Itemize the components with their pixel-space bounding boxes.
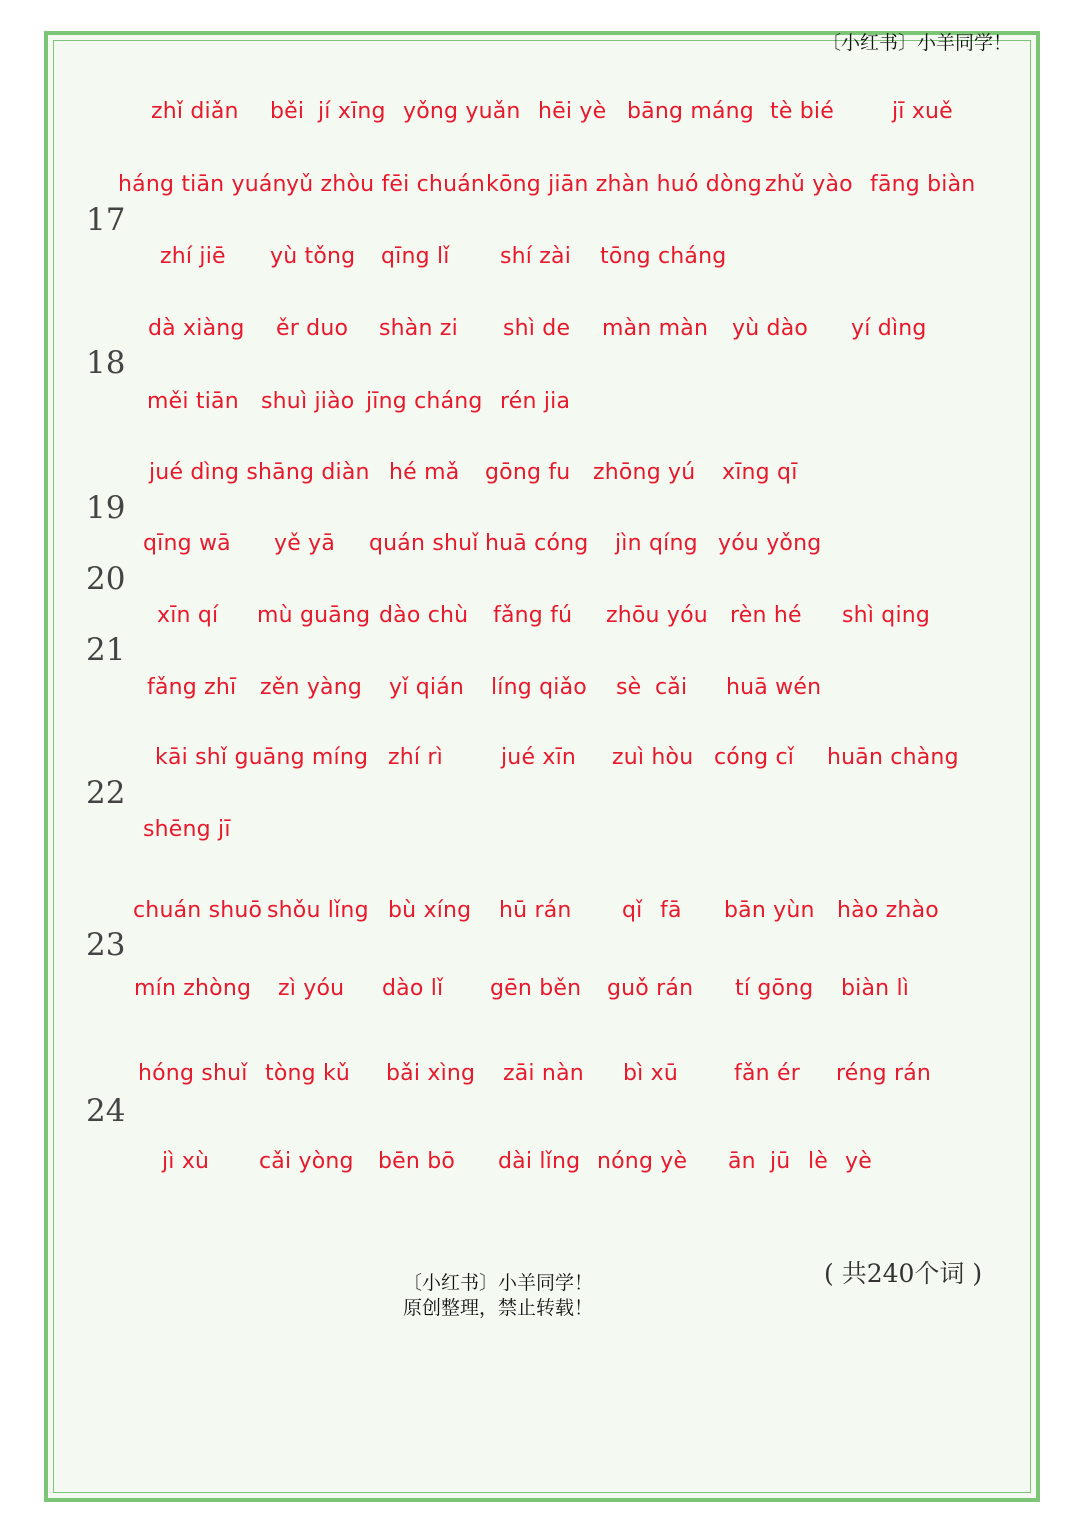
- pinyin-word: jū: [770, 1149, 791, 1174]
- pinyin-word: shàn zi: [379, 316, 458, 341]
- pinyin-word: běi: [270, 99, 305, 124]
- pinyin-word: huā cóng: [485, 531, 589, 556]
- pinyin-word: zhí rì: [388, 745, 443, 770]
- pinyin-word: dào chù: [379, 603, 469, 628]
- footer-watermark: 〔小红书〕小羊同学！: [403, 1272, 594, 1294]
- pinyin-word: měi tiān: [147, 389, 239, 414]
- pinyin-word: zhǐ diǎn: [151, 99, 239, 124]
- pinyin-word: yóu yǒng: [718, 531, 822, 556]
- pinyin-word: qǐ: [622, 898, 643, 923]
- pinyin-word: cǎi: [655, 675, 688, 700]
- pinyin-word: tí gōng: [735, 976, 814, 1001]
- pinyin-word: jīng cháng: [366, 389, 483, 414]
- lesson-number: 17: [86, 202, 126, 238]
- lesson-number: 19: [86, 490, 126, 526]
- pinyin-word: zhí jiē: [160, 244, 226, 269]
- pinyin-word: huā wén: [726, 675, 822, 700]
- lesson-number: 20: [86, 561, 126, 597]
- pinyin-word: ěr duo: [276, 316, 349, 341]
- pinyin-word: kōng jiān zhàn huó dòng: [486, 172, 762, 197]
- pinyin-word: tòng kǔ: [265, 1061, 351, 1086]
- pinyin-word: shì de: [503, 316, 571, 341]
- pinyin-word: zāi nàn: [503, 1061, 584, 1086]
- pinyin-word: zhōu yóu: [606, 603, 708, 628]
- pinyin-word: shì qing: [842, 603, 931, 628]
- pinyin-word: huān chàng: [827, 745, 959, 770]
- pinyin-word: bān yùn: [724, 898, 815, 923]
- pinyin-word: dà xiàng: [148, 316, 245, 341]
- pinyin-word: nóng yè: [597, 1149, 688, 1174]
- pinyin-word: fāng biàn: [870, 172, 976, 197]
- lesson-number: 23: [86, 927, 126, 963]
- pinyin-word: hé mǎ: [389, 460, 460, 485]
- footer-copyright-notice: 原创整理，禁止转载！: [403, 1297, 594, 1319]
- pinyin-word: yù dào: [732, 316, 809, 341]
- pinyin-word: chuán shuō: [133, 898, 263, 923]
- pinyin-word: fǎng zhī: [147, 675, 237, 700]
- pinyin-word: qīng wā: [143, 531, 231, 556]
- pinyin-word: hóng shuǐ: [138, 1061, 248, 1086]
- pinyin-word: quán shuǐ: [369, 531, 479, 556]
- pinyin-word: jué xīn: [501, 745, 577, 770]
- pinyin-word: xīng qī: [722, 460, 798, 485]
- pinyin-word: ān: [728, 1149, 756, 1174]
- pinyin-word: háng tiān yuán: [118, 172, 287, 197]
- pinyin-word: zhōng yú: [593, 460, 696, 485]
- pinyin-word: bù xíng: [388, 898, 472, 923]
- pinyin-word: bēn bō: [378, 1149, 456, 1174]
- pinyin-word: zì yóu: [278, 976, 345, 1001]
- pinyin-word: yǔ zhòu fēi chuán: [286, 172, 486, 197]
- pinyin-word: zhǔ yào: [765, 172, 853, 197]
- lesson-number: 21: [86, 632, 126, 668]
- pinyin-word: mù guāng: [257, 603, 371, 628]
- pinyin-word: shēng jī: [143, 817, 231, 842]
- pinyin-word: mín zhòng: [134, 976, 252, 1001]
- pinyin-word: kāi shǐ guāng míng: [155, 745, 369, 770]
- pinyin-word: réng rán: [836, 1061, 932, 1086]
- pinyin-word: yí dìng: [851, 316, 927, 341]
- pinyin-word: hēi yè: [538, 99, 607, 124]
- pinyin-word: fǎn ér: [734, 1061, 800, 1086]
- pinyin-word: zěn yàng: [260, 675, 363, 700]
- pinyin-word: sè: [616, 675, 642, 700]
- word-count-note: ( 共240个词 ): [824, 1259, 983, 1288]
- pinyin-word: shuì jiào: [261, 389, 355, 414]
- pinyin-word: yù tǒng: [270, 244, 356, 269]
- pinyin-word: yě yā: [274, 531, 336, 556]
- pinyin-word: fā: [660, 898, 682, 923]
- pinyin-word: hào zhào: [837, 898, 939, 923]
- pinyin-word: shí zài: [500, 244, 572, 269]
- pinyin-word: yè: [845, 1149, 872, 1174]
- pinyin-word: qīng lǐ: [381, 244, 450, 269]
- pinyin-word: jì xù: [162, 1149, 210, 1174]
- pinyin-word: cǎi yòng: [259, 1149, 354, 1174]
- lesson-number: 18: [86, 345, 126, 381]
- pinyin-word: yǐ qián: [389, 675, 465, 700]
- lesson-number: 24: [86, 1093, 126, 1129]
- pinyin-word: dào lǐ: [382, 976, 444, 1001]
- pinyin-word: biàn lì: [841, 976, 910, 1001]
- pinyin-word: xīn qí: [157, 603, 219, 628]
- header-watermark: 〔小红书〕小羊同学！: [822, 32, 1013, 54]
- pinyin-word: bì xū: [623, 1061, 679, 1086]
- pinyin-word: shǒu lǐng: [267, 898, 369, 923]
- pinyin-word: tōng cháng: [600, 244, 727, 269]
- lesson-number: 22: [86, 775, 126, 811]
- pinyin-word: lè: [808, 1149, 829, 1174]
- pinyin-word: guǒ rán: [607, 976, 694, 1001]
- pinyin-word: jí xīng: [318, 99, 386, 124]
- pinyin-word: bāng máng: [627, 99, 754, 124]
- pinyin-word: jī xuě: [892, 99, 953, 124]
- pinyin-word: tè bié: [770, 99, 834, 124]
- pinyin-word: cóng cǐ: [714, 745, 795, 770]
- pinyin-word: jìn qíng: [615, 531, 698, 556]
- pinyin-word: bǎi xìng: [386, 1061, 476, 1086]
- pinyin-word: yǒng yuǎn: [403, 99, 521, 124]
- pinyin-word: màn màn: [602, 316, 709, 341]
- pinyin-word: fǎng fú: [493, 603, 573, 628]
- pinyin-word: zuì hòu: [612, 745, 694, 770]
- pinyin-word: rèn hé: [730, 603, 802, 628]
- pinyin-word: dài lǐng: [498, 1149, 581, 1174]
- pinyin-word: rén jia: [500, 389, 571, 414]
- pinyin-word: gōng fu: [485, 460, 571, 485]
- pinyin-word: hū rán: [499, 898, 572, 923]
- pinyin-word: gēn běn: [490, 976, 582, 1001]
- pinyin-word: jué dìng shāng diàn: [149, 460, 370, 485]
- pinyin-word: líng qiǎo: [491, 675, 587, 700]
